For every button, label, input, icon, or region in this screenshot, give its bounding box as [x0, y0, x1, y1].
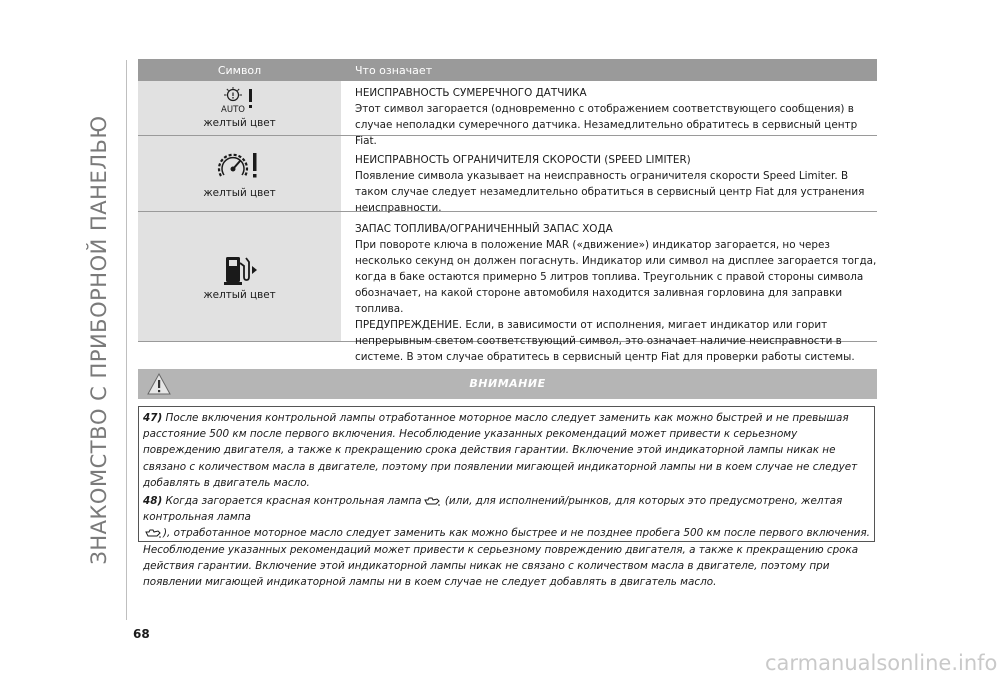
warning-title: ВНИМАНИЕ: [469, 377, 546, 390]
symbol-table: [138, 59, 877, 363]
side-divider: [126, 60, 127, 620]
meaning-cell: [341, 136, 877, 214]
meaning-cell: [341, 212, 877, 363]
low-fuel-icon: [222, 253, 258, 287]
row-text-warning: ПРЕДУПРЕЖДЕНИЕ. Если, в зависимости от исполнения, мигает индикатор или горит непрерывным светом соответствующий символ, это означает наличие неисправности в системе. В этом случае обратитесь в сервисный центр Fiat для проверки работы системы.: [355, 319, 855, 363]
header-meaning: Что означает: [355, 63, 433, 77]
watermark: carmanualsonline.info: [765, 651, 997, 675]
note-text: После включения контрольной лампы отработанное моторное масло следует заменить как можно быстрей и не превышая расстояние 500 км после первого включения. Несоблюдение указанных рекомендаций может привести к серьезному повреждению двигателя, а также к прекращению срока действия гарантии. Включение этой индикаторной лампы никак не связано с количеством масла в двигателе, поэтому при появлении мигающей индикаторной лампы ни в коем случае не следует добавлять в двигатель масло.: [143, 412, 858, 489]
symbol-cell: [138, 136, 341, 211]
auto-label: AUTO: [220, 105, 245, 115]
table-row: [138, 212, 877, 363]
header-symbol: Символ: [217, 63, 262, 77]
table-row: [138, 136, 877, 212]
note-text: Когда загорается красная контрольная лампа: [165, 495, 422, 508]
auto-sensor-fault-icon: [219, 87, 261, 115]
page-number: 68: [133, 627, 150, 641]
note-text: ), отработанное моторное масло следует заменить как можно быстрее и не позднее пробега 500 км после первого включения. Несоблюдение указанных рекомендаций может привести к серьезному повреждению двигателя, а также к прекращению срока действия гарантии. Включение этой индикаторной лампы никак не связано с количеством масла в двигателе, поэтому при появлении мигающей индикаторной лампы ни в коем случае не следует добавлять в двигатель масло.: [143, 527, 870, 589]
row-text: Появление символа указывает на неисправность ограничителя скорости Speed Limiter. В таком случае следует незамедлительно обратиться в сервисный центр Fiat для устранения неисправности.: [355, 170, 865, 214]
row-title: НЕИСПРАВНОСТЬ ОГРАНИЧИТЕЛЯ СКОРОСТИ (SPEED LIMITER): [355, 154, 691, 166]
row-text: При повороте ключа в положение MAR («движение») индикатор загорается, но через несколько секунд он должен погаснуть. Индикатор или символ на дисплее загорается тогда, когда в баке остаются примерно 5 литров топлива. Треугольник с правой стороны символа обозначает, на какой стороне автомобиля находится заливная горловина для заправки топлива.: [355, 239, 877, 315]
note-text: (или, для исполнений/рынков, для которых это предусмотрено, желтая контрольная лампа: [143, 495, 843, 524]
oil-change-icon: [424, 497, 440, 506]
symbol-color: желтый цвет: [203, 186, 276, 199]
row-title: НЕИСПРАВНОСТЬ СУМЕРЕЧНОГО ДАТЧИКА: [355, 87, 587, 99]
note-number: 48): [143, 495, 163, 508]
row-text: Этот символ загорается (одновременно с отображением соответствующего сообщения) в случае неполадки сумеречного датчика. Незамедлительно обратитесь в сервисный центр Fiat.: [355, 103, 858, 147]
warning-box: [138, 406, 875, 589]
symbol-cell: [138, 212, 341, 341]
meaning-cell: [341, 81, 877, 147]
warning-note: [143, 410, 870, 491]
symbol-cell: [138, 81, 341, 135]
speed-limiter-fault-icon: [215, 149, 265, 185]
side-section-title: ЗНАКОМСТВО С ПРИБОРНОЙ ПАНЕЛЬЮ: [87, 115, 111, 565]
warning-header: [138, 369, 877, 399]
warning-note: [143, 493, 870, 590]
symbol-color: желтый цвет: [203, 117, 276, 129]
symbol-color: желтый цвет: [203, 288, 276, 301]
table-row: [138, 81, 877, 147]
table-header: [138, 59, 877, 81]
note-number: 47): [143, 412, 163, 424]
oil-change-icon: [145, 529, 161, 538]
row-title: ЗАПАС ТОПЛИВА/ОГРАНИЧЕННЫЙ ЗАПАС ХОДА: [355, 223, 613, 235]
